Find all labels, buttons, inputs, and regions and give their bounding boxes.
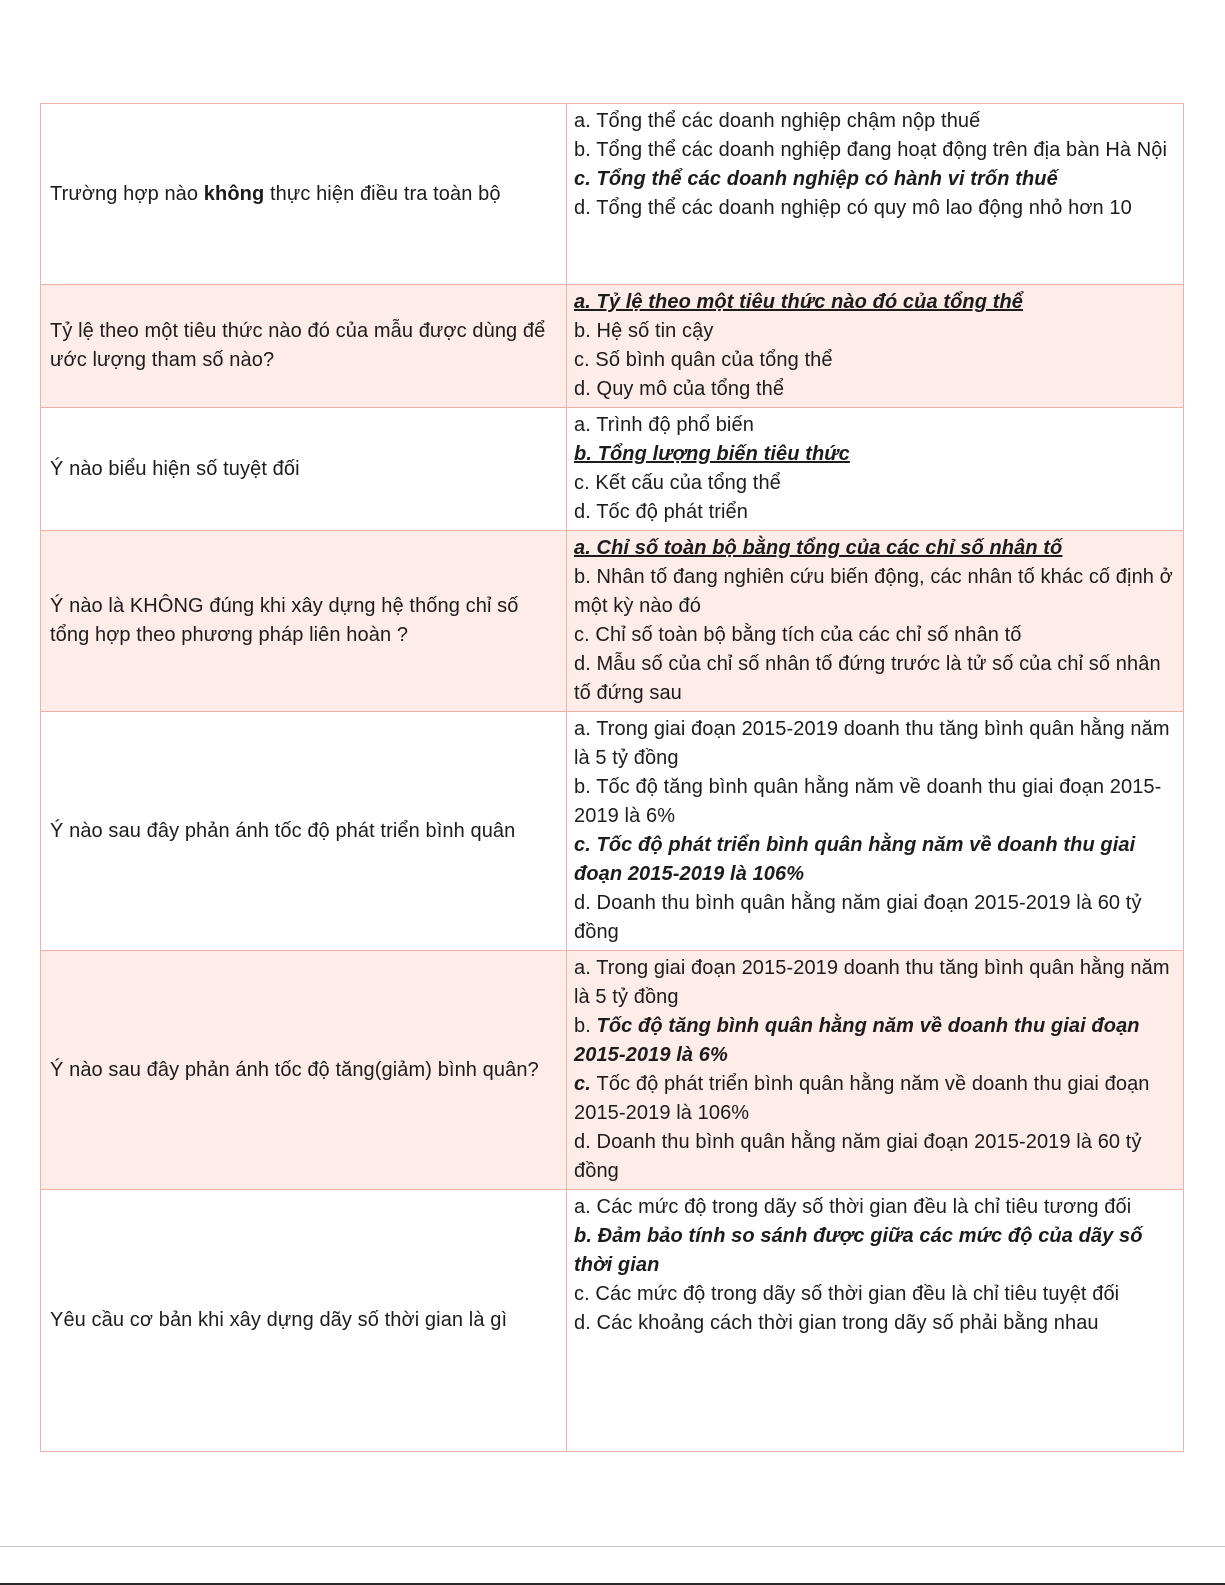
table-row — [41, 104, 1184, 285]
question-cell — [41, 408, 567, 531]
answer-option — [574, 773, 1173, 831]
answer-option — [574, 1280, 1173, 1309]
answer-label: b. — [574, 776, 597, 798]
answer-label: a. — [574, 718, 597, 740]
answer-option — [574, 375, 1173, 404]
answer-option — [574, 715, 1173, 773]
question-cell — [41, 104, 567, 285]
answer-text: Tổng thể các doanh nghiệp đang hoạt động trên địa bàn Hà Nội — [596, 139, 1168, 161]
answer-option — [574, 889, 1173, 947]
answer-option — [574, 107, 1173, 136]
answer-option-correct — [574, 288, 1173, 317]
question-cell — [41, 712, 567, 951]
table-row — [41, 951, 1184, 1190]
answer-text: Các mức độ trong dãy số thời gian đều là chỉ tiêu tương đối — [596, 1196, 1132, 1218]
answer-label: a. — [574, 957, 597, 979]
answer-label: c. — [574, 472, 596, 494]
question-text-bold: không — [203, 182, 265, 205]
answer-text: Chỉ số toàn bộ bằng tích của các chỉ số nhân tố — [595, 624, 1022, 646]
answer-option — [574, 621, 1173, 650]
answer-label: d. — [574, 197, 597, 219]
answer-option — [574, 1309, 1173, 1338]
answer-label: d. — [574, 892, 597, 914]
question-text: Ý nào là KHÔNG đúng khi xây dựng hệ thống chỉ số tổng hợp theo phương pháp liên hoàn ? — [50, 595, 519, 646]
answer-option — [574, 469, 1173, 498]
answer-option — [574, 954, 1173, 1012]
answer-text: Mẫu số của chỉ số nhân tố đứng trước là tử số của chỉ số nhân tố đứng sau — [574, 653, 1161, 704]
answer-label: b. — [574, 443, 598, 465]
answer-label: b. — [574, 1225, 598, 1247]
table-row — [41, 1190, 1184, 1452]
question-cell — [41, 1190, 567, 1452]
question-text: Trường hợp nào — [50, 182, 204, 205]
answers-cell — [567, 408, 1184, 531]
answer-text: Nhân tố đang nghiên cứu biến động, các nhân tố khác cố định ở một kỳ nào đó — [574, 566, 1173, 617]
answer-label: a. — [574, 291, 597, 313]
question-text: Tỷ lệ theo một tiêu thức nào đó của mẫu được dùng để ước lượng tham số nào? — [50, 320, 546, 371]
answers-cell — [567, 104, 1184, 285]
answer-text: Số bình quân của tổng thể — [595, 349, 833, 371]
answer-label: d. — [574, 378, 597, 400]
answer-text: Tốc độ phát triển — [596, 501, 748, 523]
answer-label: c. — [574, 349, 596, 371]
answer-option-correct — [574, 1222, 1173, 1280]
answer-label: b. — [574, 139, 597, 161]
answer-option — [574, 136, 1173, 165]
answers-cell — [567, 531, 1184, 712]
answer-text: Quy mô của tổng thể — [596, 378, 785, 400]
answer-text: Trong giai đoạn 2015-2019 doanh thu tăng bình quân hằng năm là 5 tỷ đồng — [574, 718, 1170, 769]
question-text: Yêu cầu cơ bản khi xây dựng dãy số thời gian là gì — [50, 1309, 508, 1331]
question-text: Ý nào biểu hiện số tuyệt đối — [50, 457, 300, 480]
question-cell — [41, 531, 567, 712]
answer-text: Tổng thể các doanh nghiệp có quy mô lao động nhỏ hơn 10 — [596, 197, 1132, 219]
answer-label: a. — [574, 414, 597, 436]
page-separator-line — [0, 1546, 1225, 1547]
answer-option — [574, 498, 1173, 527]
answer-label: a. — [574, 1196, 597, 1218]
answer-text: Chỉ số toàn bộ bằng tổng của các chỉ số nhân tố — [596, 537, 1063, 559]
answer-text: Doanh thu bình quân hằng năm giai đoạn 2015-2019 là 60 tỷ đồng — [574, 892, 1142, 943]
answer-option-correct — [574, 165, 1173, 194]
question-text: Ý nào sau đây phản ánh tốc độ tăng(giảm) bình quân? — [50, 1058, 539, 1081]
answer-label: c. — [574, 1283, 596, 1305]
answers-cell — [567, 712, 1184, 951]
table-row — [41, 531, 1184, 712]
answers-cell — [567, 1190, 1184, 1452]
answer-option — [574, 411, 1173, 440]
answer-text: Tốc độ tăng bình quân hằng năm về doanh thu giai đoạn 2015-2019 là 6% — [574, 776, 1162, 827]
answer-label: b. — [574, 320, 597, 342]
quiz-table-body — [41, 104, 1184, 1452]
answer-text: Doanh thu bình quân hằng năm giai đoạn 2015-2019 là 60 tỷ đồng — [574, 1131, 1142, 1182]
answer-text: Tổng thể các doanh nghiệp có hành vi trốn thuế — [596, 168, 1058, 190]
answer-option — [574, 317, 1173, 346]
question-cell — [41, 285, 567, 408]
answer-label: b. — [574, 566, 597, 588]
answer-label: c. — [574, 624, 596, 646]
answers-cell — [567, 951, 1184, 1190]
answer-option-correct — [574, 440, 1173, 469]
answer-option — [574, 194, 1173, 223]
quiz-table — [40, 103, 1184, 1452]
answer-option-correct — [574, 1012, 1173, 1070]
answer-label: d. — [574, 1131, 597, 1153]
answer-label: a. — [574, 110, 597, 132]
answer-option — [574, 346, 1173, 375]
answer-text: Hệ số tin cậy — [596, 320, 714, 342]
answer-text: Tổng lượng biến tiêu thức — [597, 443, 850, 465]
question-text: Ý nào sau đây phản ánh tốc độ phát triển bình quân — [50, 819, 516, 842]
answer-text: Tốc độ phát triển bình quân hằng năm về doanh thu giai đoạn 2015-2019 là 106% — [574, 1073, 1150, 1124]
answer-label: b. — [574, 1015, 597, 1037]
question-cell — [41, 951, 567, 1190]
answer-text: Trong giai đoạn 2015-2019 doanh thu tăng bình quân hằng năm là 5 tỷ đồng — [574, 957, 1170, 1008]
answer-label: c. — [574, 1073, 597, 1095]
answer-label: a. — [574, 537, 597, 559]
answers-cell — [567, 285, 1184, 408]
answer-option — [574, 563, 1173, 621]
table-row — [41, 712, 1184, 951]
table-row — [41, 408, 1184, 531]
answer-label: d. — [574, 501, 597, 523]
table-row — [41, 285, 1184, 408]
answer-text: Đảm bảo tính so sánh được giữa các mức độ của dãy số thời gian — [574, 1225, 1143, 1276]
answer-label: d. — [574, 653, 597, 675]
answer-option-correct — [574, 831, 1173, 889]
answer-label: c. — [574, 168, 597, 190]
answer-text: Các khoảng cách thời gian trong dãy số phải bằng nhau — [596, 1312, 1099, 1334]
answer-option-correct — [574, 1070, 1173, 1128]
answer-text: Kết cấu của tổng thể — [595, 472, 781, 494]
answer-label: c. — [574, 834, 597, 856]
answer-option — [574, 1193, 1173, 1222]
answer-text: Tốc độ tăng bình quân hằng năm về doanh thu giai đoạn 2015-2019 là 6% — [574, 1015, 1140, 1066]
answer-text: Tốc độ phát triển bình quân hằng năm về doanh thu giai đoạn 2015-2019 là 106% — [574, 834, 1136, 885]
answer-option — [574, 1128, 1173, 1186]
answer-option — [574, 650, 1173, 708]
answer-label: d. — [574, 1312, 597, 1334]
answer-text: Các mức độ trong dãy số thời gian đều là chỉ tiêu tuyệt đối — [595, 1283, 1120, 1305]
answer-text: Tổng thể các doanh nghiệp chậm nộp thuế — [596, 110, 981, 132]
question-text: thực hiện điều tra toàn bộ — [264, 182, 501, 205]
answer-option-correct — [574, 534, 1173, 563]
answer-text: Trình độ phổ biến — [596, 414, 754, 436]
answer-text: Tỷ lệ theo một tiêu thức nào đó của tổng thể — [596, 291, 1024, 313]
